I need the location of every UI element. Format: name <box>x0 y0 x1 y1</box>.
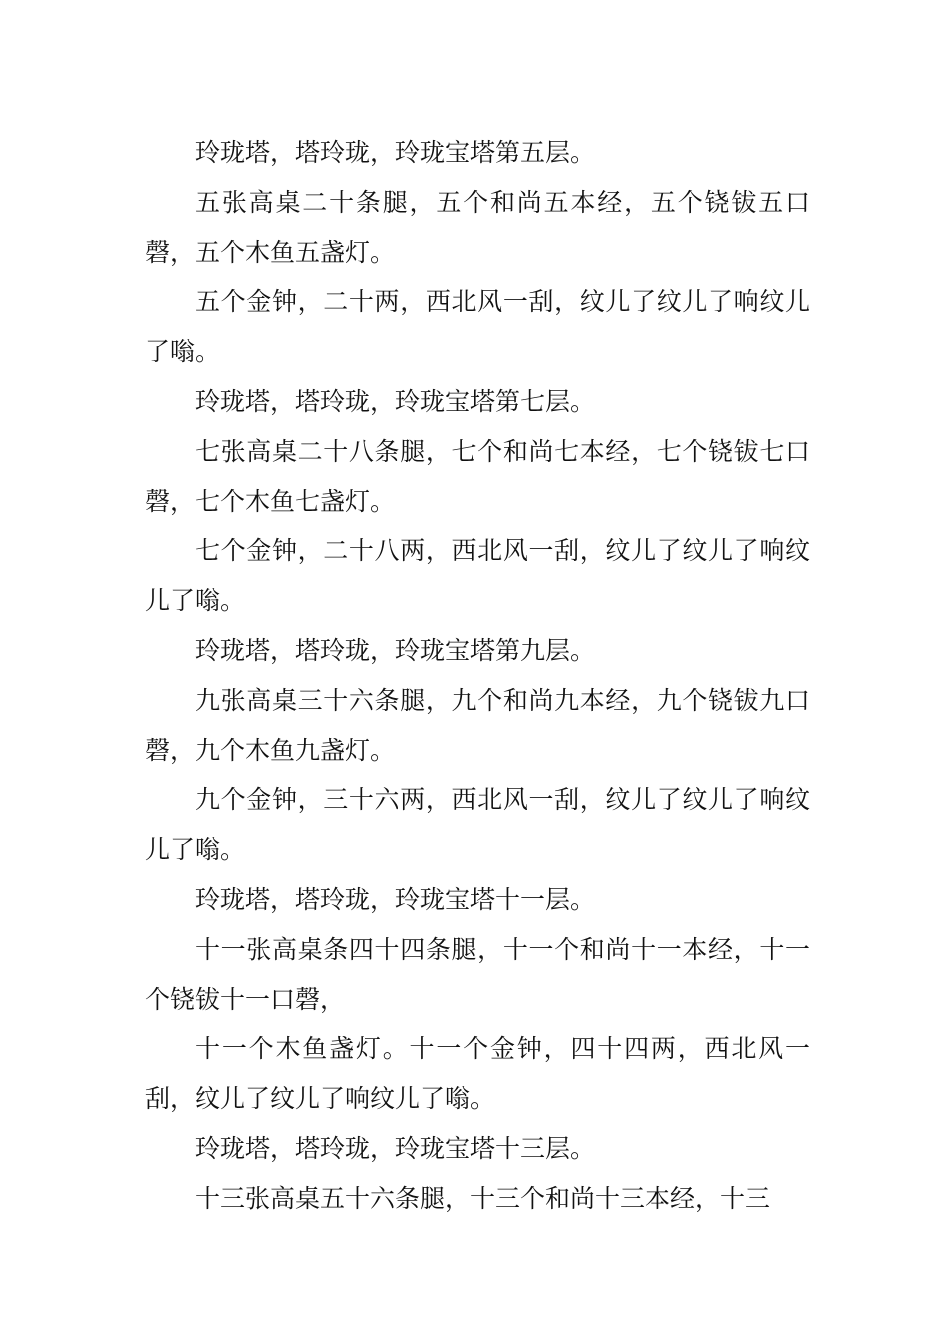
paragraph: 十一张高桌条四十四条腿，十一个和尚十一本经，十一个铙钹十一口磬， <box>145 934 810 1014</box>
paragraph: 十一个木鱼盏灯。十一个金钟，四十四两，西北风一刮，纹儿了纹儿了响纹儿了嗡。 <box>145 1034 810 1114</box>
paragraph: 七个金钟，二十八两，西北风一刮，纹儿了纹儿了响纹儿了嗡。 <box>145 536 810 616</box>
paragraph: 七张高桌二十八条腿，七个和尚七本经，七个铙钹七口磬，七个木鱼七盏灯。 <box>145 436 810 516</box>
paragraph: 玲珑塔，塔玲珑，玲珑宝塔第九层。 <box>195 635 596 665</box>
paragraph: 玲珑塔，塔玲珑，玲珑宝塔第七层。 <box>195 386 596 416</box>
paragraph: 玲珑塔，塔玲珑，玲珑宝塔十一层。 <box>195 884 596 914</box>
paragraph: 五张高桌二十条腿，五个和尚五本经，五个铙钹五口磬，五个木鱼五盏灯。 <box>145 187 810 267</box>
paragraph: 玲珑塔，塔玲珑，玲珑宝塔第五层。 <box>195 138 596 167</box>
paragraph: 九张高桌三十六条腿，九个和尚九本经，九个铙钹九口磬，九个木鱼九盏灯。 <box>145 685 810 765</box>
paragraph: 五个金钟，二十两，西北风一刮，纹儿了纹儿了响纹儿了嗡。 <box>145 287 810 367</box>
document-body <box>145 128 810 1224</box>
paragraph: 十三张高桌五十六条腿，十三个和尚十三本经，十三 <box>195 1183 771 1213</box>
paragraph: 九个金钟，三十六两，西北风一刮，纹儿了纹儿了响纹儿了嗡。 <box>145 785 810 865</box>
paragraph: 玲珑塔，塔玲珑，玲珑宝塔十三层。 <box>195 1133 596 1163</box>
